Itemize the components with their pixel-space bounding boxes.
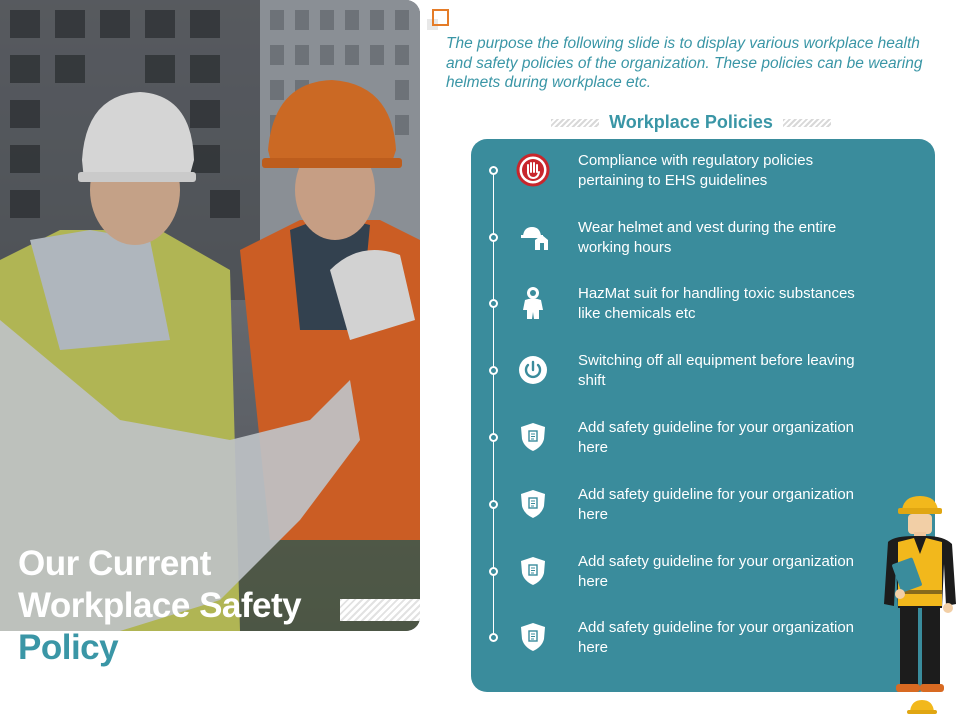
title-stripe-right [783,119,831,127]
policy-text: Wear helmet and vest during the entire working hours [578,219,837,256]
power-off-icon [516,353,550,387]
policy-text: Compliance with regulatory policies pertaining to EHS guidelines [578,152,814,189]
timeline-dot [489,299,498,308]
stop-hand-icon [516,153,550,187]
shield-document-icon [516,420,550,454]
corner-decoration-outline [432,9,449,26]
title-line-2: Workplace Safety [18,586,302,625]
construction-worker-illustration [880,494,958,721]
section-title-label: Workplace Policies [609,112,773,132]
timeline-dot [489,567,498,576]
policy-item [486,152,866,220]
policy-text: Add safety guideline for your organization here [578,619,855,656]
shield-document-icon [516,487,550,521]
policy-item [486,419,866,487]
timeline-dot [489,166,498,175]
policy-text: Add safety guideline for your organization here [578,553,855,590]
hazmat-suit-icon [516,286,550,320]
slide-title [18,543,301,669]
timeline-dot [489,433,498,442]
title-stripe-left [551,119,599,127]
timeline-dot [489,500,498,509]
policy-text: Add safety guideline for your organization here [578,419,855,456]
policy-item [486,486,866,554]
workers-photo [0,0,420,631]
policy-item [486,219,866,287]
policy-item [486,285,866,353]
policy-text: HazMat suit for handling toxic substances like chemicals etc [578,285,855,322]
section-title [544,112,838,133]
intro-text: The purpose the following slide is to display various workplace health and safety policies of the organization. These policies can be wearing helmets during workplace etc. [446,35,923,91]
shield-document-icon [516,620,550,654]
policy-item [486,352,866,420]
policy-item [486,553,866,621]
shield-document-icon [516,554,550,588]
title-stripe-decoration [340,599,420,621]
policy-text: Add safety guideline for your organization here [578,486,855,523]
title-line-1: Our Current [18,544,211,583]
timeline-dot [489,633,498,642]
policy-item [486,619,866,687]
title-line-3: Policy [18,628,119,667]
policy-text: Switching off all equipment before leaving shift [578,352,855,389]
timeline-dot [489,233,498,242]
timeline-dot [489,366,498,375]
helmet-house-icon [516,220,550,254]
